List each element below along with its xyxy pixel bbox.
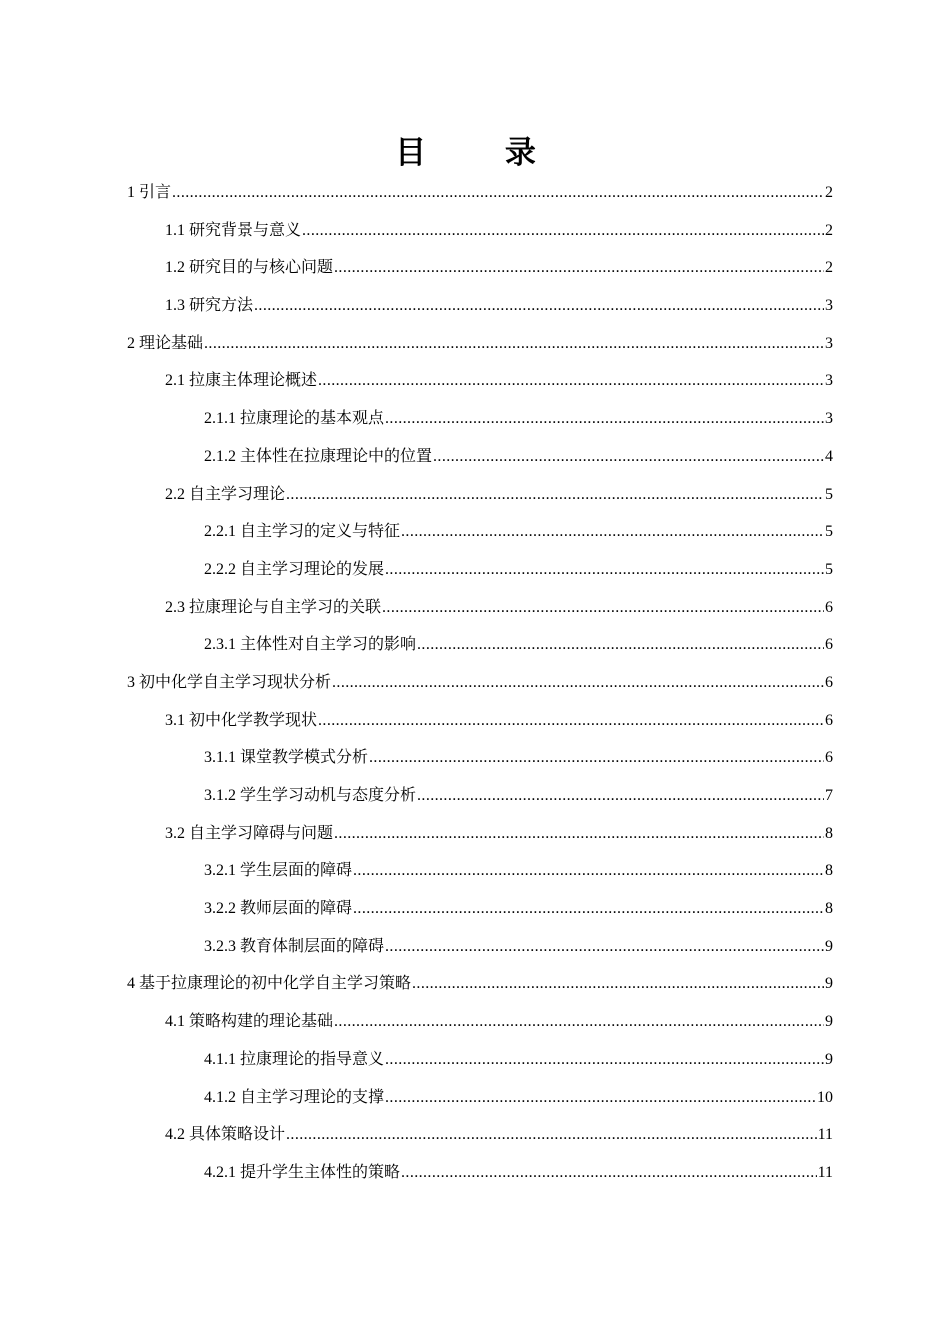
- toc-entry[interactable]: [127, 1079, 833, 1117]
- toc-entry[interactable]: [127, 626, 833, 664]
- toc-entry[interactable]: [127, 551, 833, 589]
- toc-entry-number: 3: [127, 673, 135, 691]
- toc-entry[interactable]: [127, 362, 833, 400]
- toc-entry[interactable]: [127, 890, 833, 928]
- toc-entry-label: 自主学习理论的支撑: [240, 1088, 385, 1106]
- toc-entry-page: 8: [825, 824, 833, 842]
- toc-entry-number: 1.2: [165, 259, 185, 277]
- toc-entry-number: 1: [127, 184, 135, 201]
- toc-entry-page: 10: [817, 1088, 833, 1106]
- toc-entry-number: 2.1.1: [204, 410, 236, 428]
- toc-entry-number: 2.3: [165, 598, 185, 616]
- toc-entry-page: 6: [825, 598, 833, 616]
- toc-entry[interactable]: [127, 815, 833, 853]
- toc-entry-label: 基于拉康理论的初中化学自主学习策略: [139, 975, 412, 993]
- toc-entry-number: 4: [127, 975, 135, 993]
- toc-entry-number: 3.1: [165, 711, 185, 729]
- toc-dot-leader: [417, 777, 824, 815]
- toc-entry[interactable]: [127, 852, 833, 890]
- toc-entry-label: 教育体制层面的障碍: [240, 937, 385, 955]
- toc-entry[interactable]: [127, 1154, 833, 1192]
- toc-dot-leader: [385, 1079, 816, 1117]
- toc-dot-leader: [302, 212, 824, 250]
- toc-entry-page: 9: [825, 1013, 833, 1031]
- toc-entry-number: 3.2.3: [204, 937, 236, 955]
- toc-entry-label: 引言: [139, 184, 172, 201]
- toc-entry-number: 2.1.2: [204, 447, 236, 465]
- toc-entry-number: 4.2.1: [204, 1163, 236, 1181]
- toc-entry-number: 4.2: [165, 1126, 185, 1144]
- toc-entry[interactable]: [127, 476, 833, 514]
- toc-entry-page: 4: [825, 447, 833, 465]
- toc-entry-label: 拉康理论的指导意义: [240, 1050, 385, 1068]
- toc-dot-leader: [385, 1041, 824, 1079]
- toc-entry-number: 2.2.2: [204, 560, 236, 578]
- toc-entry[interactable]: [127, 928, 833, 966]
- toc-entry-page: 11: [817, 1126, 833, 1144]
- toc-entry[interactable]: [127, 174, 833, 212]
- toc-entry[interactable]: [127, 1041, 833, 1079]
- toc-entry[interactable]: [127, 1116, 833, 1154]
- toc-entry-label: 理论基础: [139, 334, 204, 352]
- toc-entry-label: 拉康理论与自主学习的关联: [189, 598, 382, 616]
- toc-entry-page: 3: [825, 334, 833, 352]
- toc-entry[interactable]: [127, 287, 833, 325]
- toc-dot-leader: [318, 702, 824, 740]
- toc-entry-number: 2.3.1: [204, 636, 236, 654]
- toc-entry-page: 6: [825, 673, 833, 691]
- toc-entry-page: 9: [825, 975, 833, 993]
- toc-entry-label: 研究目的与核心问题: [189, 259, 334, 277]
- toc-dot-leader: [204, 325, 824, 363]
- toc-dot-leader: [318, 362, 824, 400]
- toc-entry-number: 4.1.1: [204, 1050, 236, 1068]
- toc-dot-leader: [332, 664, 824, 702]
- toc-entry-label: 学生学习动机与态度分析: [240, 787, 417, 804]
- toc-entry-label: 研究方法: [189, 297, 254, 315]
- toc-entry[interactable]: [127, 965, 833, 1003]
- toc-entry-number: 1.3: [165, 297, 185, 315]
- toc-entry-page: 5: [825, 560, 833, 578]
- toc-dot-leader: [385, 928, 824, 966]
- toc-entry-label: 教师层面的障碍: [240, 900, 353, 918]
- toc-entry-number: 2.2.1: [204, 523, 236, 541]
- toc-dot-leader: [385, 551, 824, 589]
- toc-entry-page: 8: [825, 862, 833, 880]
- toc-entry-label: 主体性对自主学习的影响: [240, 636, 417, 654]
- toc-entry[interactable]: [127, 589, 833, 627]
- toc-entry-page: 11: [817, 1163, 833, 1181]
- toc-dot-leader: [369, 739, 824, 777]
- toc-entry-label: 主体性在拉康理论中的位置: [240, 447, 433, 465]
- toc-entry-number: 3.1.2: [204, 787, 236, 804]
- toc-entry[interactable]: [127, 777, 833, 815]
- toc-entry[interactable]: [127, 400, 833, 438]
- toc-entry-label: 研究背景与意义: [189, 221, 302, 239]
- toc-entry-page: 5: [825, 485, 833, 503]
- toc-entry-page: 3: [825, 410, 833, 428]
- toc-entry-page: 8: [825, 900, 833, 918]
- toc-entry-label: 初中化学教学现状: [189, 711, 318, 729]
- toc-entry-number: 2: [127, 334, 135, 352]
- toc-list: [127, 174, 833, 1192]
- toc-dot-leader: [382, 589, 824, 627]
- toc-entry-page: 7: [825, 787, 833, 804]
- toc-dot-leader: [433, 438, 824, 476]
- toc-dot-leader: [172, 174, 824, 212]
- toc-entry-number: 2.2: [165, 485, 185, 503]
- toc-entry-page: 9: [825, 937, 833, 955]
- toc-dot-leader: [334, 249, 824, 287]
- toc-entry-label: 初中化学自主学习现状分析: [139, 673, 332, 691]
- toc-entry-number: 3.2: [165, 824, 185, 842]
- toc-entry-number: 2.1: [165, 372, 185, 390]
- toc-entry[interactable]: [127, 325, 833, 363]
- toc-dot-leader: [286, 1116, 817, 1154]
- toc-entry-label: 具体策略设计: [189, 1126, 286, 1144]
- toc-entry-page: 9: [825, 1050, 833, 1068]
- toc-entry-number: 3.1.1: [204, 749, 236, 767]
- toc-entry-label: 自主学习理论的发展: [240, 560, 385, 578]
- toc-dot-leader: [417, 626, 824, 664]
- toc-entry-label: 提升学生主体性的策略: [240, 1163, 401, 1181]
- toc-entry-number: 4.1: [165, 1013, 185, 1031]
- toc-entry-page: 5: [825, 523, 833, 541]
- toc-entry-label: 自主学习障碍与问题: [189, 824, 334, 842]
- toc-entry-page: 3: [825, 297, 833, 315]
- toc-entry[interactable]: [127, 664, 833, 702]
- toc-entry-label: 自主学习理论: [189, 485, 286, 503]
- toc-dot-leader: [353, 852, 824, 890]
- toc-dot-leader: [334, 1003, 824, 1041]
- toc-dot-leader: [254, 287, 824, 325]
- toc-entry-label: 课堂教学模式分析: [240, 749, 369, 767]
- toc-entry-label: 策略构建的理论基础: [189, 1013, 334, 1031]
- toc-entry-page: 2: [825, 259, 833, 277]
- toc-entry-page: 6: [825, 711, 833, 729]
- toc-dot-leader: [401, 1154, 817, 1192]
- toc-dot-leader: [401, 513, 824, 551]
- toc-entry[interactable]: [127, 513, 833, 551]
- toc-entry-page: 2: [825, 221, 833, 239]
- toc-entry-label: 拉康理论的基本观点: [240, 410, 385, 428]
- toc-title: 目 录: [395, 135, 570, 171]
- toc-entry-label: 自主学习的定义与特征: [240, 523, 401, 541]
- toc-dot-leader: [286, 476, 824, 514]
- toc-entry-number: 3.2.2: [204, 900, 236, 918]
- toc-entry-number: 3.2.1: [204, 862, 236, 880]
- toc-entry-page: 3: [825, 372, 833, 390]
- toc-entry-page: 6: [825, 749, 833, 767]
- toc-entry-number: 4.1.2: [204, 1088, 236, 1106]
- toc-entry[interactable]: [127, 212, 833, 250]
- toc-entry-page: 6: [825, 636, 833, 654]
- toc-entry[interactable]: [127, 739, 833, 777]
- toc-entry-number: 1.1: [165, 221, 185, 239]
- toc-entry-label: 学生层面的障碍: [240, 862, 353, 880]
- toc-entry-label: 拉康主体理论概述: [189, 372, 318, 390]
- toc-dot-leader: [412, 965, 824, 1003]
- toc-dot-leader: [385, 400, 824, 438]
- toc-entry[interactable]: [127, 702, 833, 740]
- toc-entry[interactable]: [127, 1003, 833, 1041]
- toc-entry-page: 2: [825, 184, 833, 201]
- toc-dot-leader: [353, 890, 824, 928]
- toc-dot-leader: [334, 815, 824, 853]
- toc-entry[interactable]: [127, 438, 833, 476]
- toc-entry[interactable]: [127, 249, 833, 287]
